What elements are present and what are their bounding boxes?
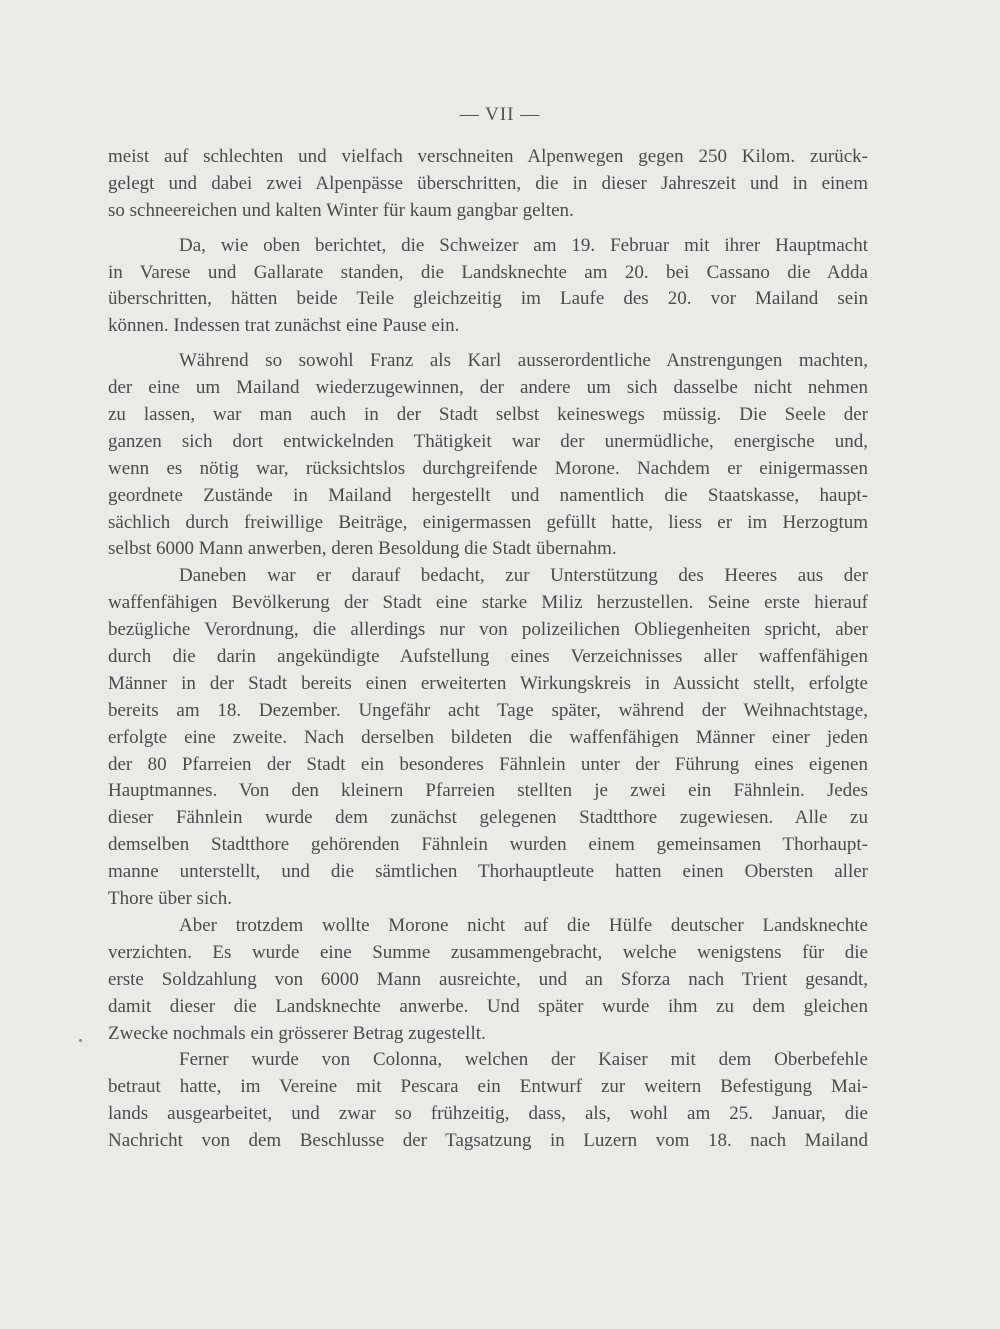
text-line: Aber trotzdem wollte Morone nicht auf die Hülfe deutscher Landsknechte xyxy=(179,914,868,936)
body-text xyxy=(108,144,868,1155)
text-line: damit dieser die Landsknechte anwerbe. Und später wurde ihm zu dem gleichen xyxy=(108,995,868,1017)
page-number: — VII — xyxy=(459,104,541,125)
text-line: lands ausgearbeitet, und zwar so frühzeitig, dass, als, wohl am 25. Januar, die xyxy=(108,1103,868,1125)
text-line: können. Indessen trat zunächst eine Pause ein. xyxy=(108,315,460,337)
text-line: bezügliche Verordnung, die allerdings nur von polizeilichen Obliegenheiten spricht, aber xyxy=(108,619,868,641)
text-line: waffenfähigen Bevölkerung der Stadt eine starke Miliz herzustellen. Seine erste hierauf xyxy=(108,592,868,614)
text-line: Zwecke nochmals ein grösserer Betrag zugestellt. xyxy=(108,1022,486,1044)
text-line: Da, wie oben berichtet, die Schweizer am 19. Februar mit ihrer Hauptmacht xyxy=(179,234,868,256)
text-line: geordnete Zustände in Mailand hergestellt und namentlich die Staatskasse, haupt- xyxy=(108,484,868,506)
text-line: gelegt und dabei zwei Alpenpässe überschritten, die in dieser Jahreszeit und in einem xyxy=(108,172,868,194)
text-line: der eine um Mailand wiederzugewinnen, der andere um sich dasselbe nicht nehmen xyxy=(108,377,868,399)
text-line: erste Soldzahlung von 6000 Mann ausreichte, und an Sforza nach Trient gesandt, xyxy=(108,968,868,990)
text-line: Thore über sich. xyxy=(108,888,232,910)
text-line: Während so sowohl Franz als Karl ausserordentliche Anstrengungen machten, xyxy=(179,350,868,372)
text-line: ganzen sich dort entwickelnden Thätigkeit war der unermüdliche, energische und, xyxy=(108,430,868,452)
text-line: Männer in der Stadt bereits einen erweiterten Wirkungskreis in Aussicht stellt, erfolgte xyxy=(108,672,868,694)
text-line: betraut hatte, im Vereine mit Pescara ein Entwurf zur weitern Befestigung Mai- xyxy=(108,1076,868,1098)
text-line: dieser Fähnlein wurde dem zunächst gelegenen Stadtthore zugewiesen. Alle zu xyxy=(108,807,868,829)
text-line: durch die darin angekündigte Aufstellung eines Verzeichnisses aller waffenfähigen xyxy=(108,646,868,668)
text-line: Hauptmannes. Von den kleinern Pfarreien stellten je zwei ein Fähnlein. Jedes xyxy=(108,780,868,802)
text-line: überschritten, hätten beide Teile gleichzeitig im Laufe des 20. vor Mailand sein xyxy=(108,288,868,310)
text-line: bereits am 18. Dezember. Ungefähr acht Tage später, während der Weihnachtstage, xyxy=(108,699,868,721)
text-line: meist auf schlechten und vielfach verschneiten Alpenwegen gegen 250 Kilom. zurück- xyxy=(108,146,868,167)
text-line: sächlich durch freiwillige Beiträge, einigermassen gefüllt hatte, liess er im Herzogtum xyxy=(108,511,868,533)
text-line: erfolgte eine zweite. Nach derselben bildeten die waffenfähigen Männer einer jeden xyxy=(108,726,868,748)
text-line: Ferner wurde von Colonna, welchen der Kaiser mit dem Oberbefehle xyxy=(179,1049,868,1071)
margin-mark xyxy=(79,1039,82,1042)
text-line: selbst 6000 Mann anwerben, deren Besoldung die Stadt übernahm. xyxy=(108,538,617,560)
text-line: so schneereichen und kalten Winter für kaum gangbar gelten. xyxy=(108,199,574,221)
text-line: der 80 Pfarreien der Stadt ein besonderes Fähnlein unter der Führung eines eigenen xyxy=(108,753,868,775)
text-line: Daneben war er darauf bedacht, zur Unterstützung des Heeres aus der xyxy=(179,565,868,587)
text-line: wenn es nötig war, rücksichtslos durchgreifende Morone. Nachdem er einigermassen xyxy=(108,457,868,479)
text-line: demselben Stadtthore gehörenden Fähnlein wurden einem gemeinsamen Thorhaupt- xyxy=(108,834,868,856)
text-line: Nachricht von dem Beschlusse der Tagsatzung in Luzern vom 18. nach Mailand xyxy=(108,1130,868,1152)
text-line: verzichten. Es wurde eine Summe zusammengebracht, welche wenigstens für die xyxy=(108,941,868,963)
text-line: in Varese und Gallarate standen, die Landsknechte am 20. bei Cassano die Adda xyxy=(108,261,868,283)
text-line: zu lassen, war man auch in der Stadt selbst keineswegs müssig. Die Seele der xyxy=(108,404,868,426)
text-line: manne unterstellt, und die sämtlichen Thorhauptleute hatten einen Obersten aller xyxy=(108,861,868,883)
